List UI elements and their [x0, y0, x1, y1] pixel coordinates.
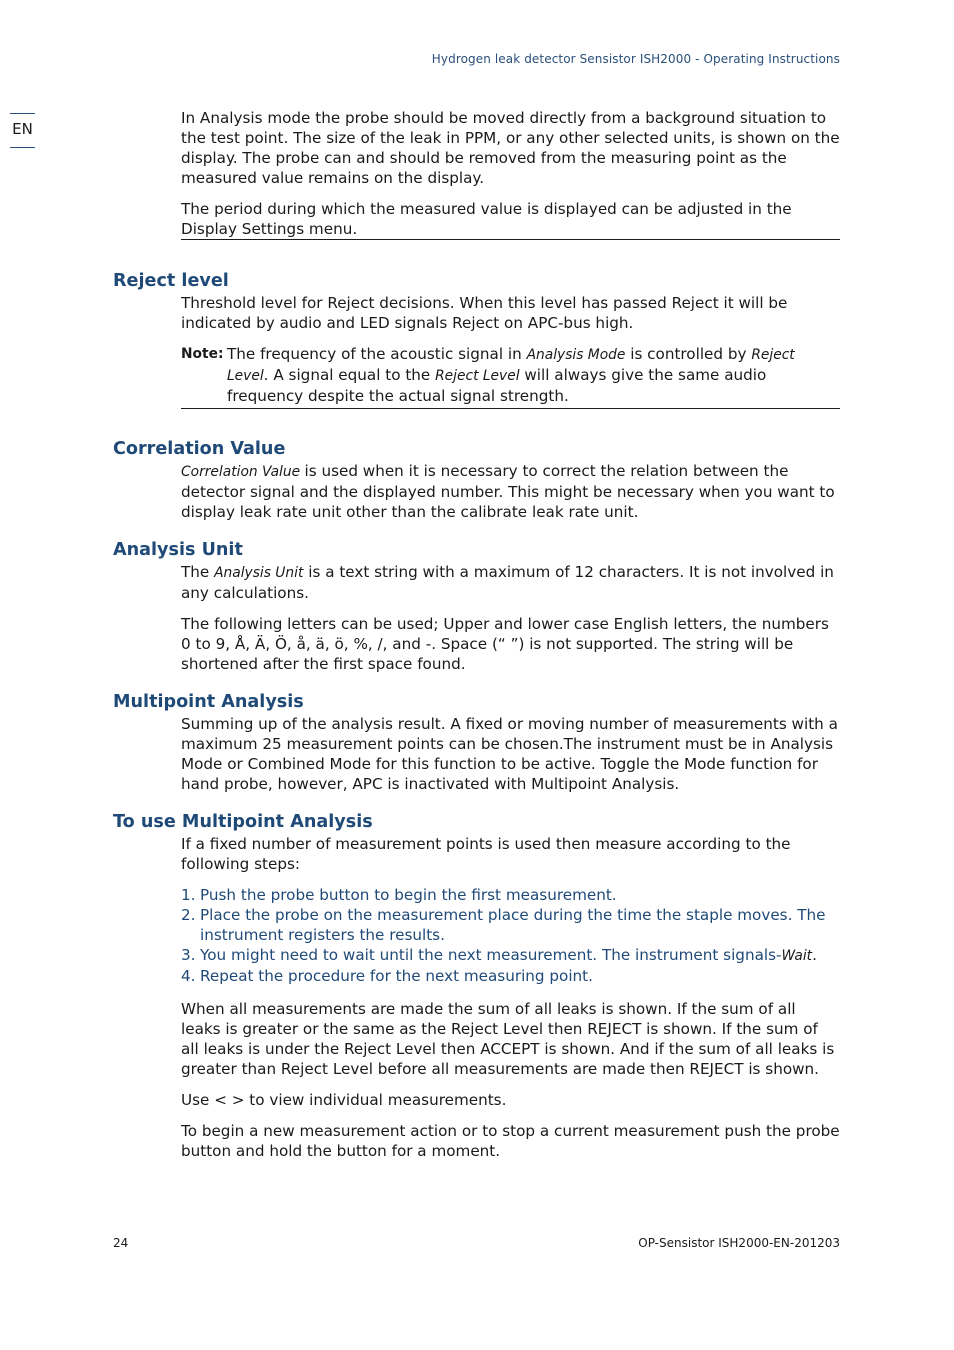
document-id: OP-Sensistor ISH2000-EN-201203	[638, 1236, 840, 1250]
page-number: 24	[113, 1236, 129, 1250]
analysis-unit-body: The Analysis Unit is a text string with a maximum of 12 characters. It is not involved in any calculations.	[181, 563, 834, 602]
section-heading-multipoint-analysis: Multipoint Analysis	[113, 692, 304, 712]
view-paragraph: Use < > to view individual measurements.	[181, 1091, 507, 1109]
note-box	[181, 344, 840, 409]
steps-list	[181, 885, 840, 986]
section-heading-use-multipoint: To use Multipoint Analysis	[113, 812, 373, 832]
reject-level-body: Threshold level for Reject decisions. When this level has passed Reject it will be indicated by audio and LED signals Reject on APC-bus high.	[181, 294, 788, 332]
section-heading-correlation-value: Correlation Value	[113, 439, 286, 459]
new-measurement-paragraph: To begin a new measurement action or to stop a current measurement push the probe button and hold the button for a moment.	[181, 1122, 840, 1160]
intro-paragraph: In Analysis mode the probe should be moved directly from a background situation to the test point. The size of the leak in PPM, or any other selected units, is shown on the display. The probe can and should be removed from the measuring point as the measured value remains on the display.	[181, 109, 840, 187]
multipoint-analysis-body: Summing up of the analysis result. A fixed or moving number of measurements with a maximum 25 measurement points can be chosen.The instrument must be in Analysis Mode or Combined Mode for this function to be active. Toggle the Mode function for hand probe, however, APC is inactivated with Multipoint Analysis.	[181, 715, 838, 793]
main-content	[113, 108, 840, 1161]
language-tab: EN	[10, 113, 35, 148]
running-header: Hydrogen leak detector Sensistor ISH2000 - Operating Instructions	[431, 52, 840, 66]
analysis-unit-allowed-chars: The following letters can be used; Upper and lower case English letters, the numbers 0 to 9, Å, Ä, Ö, å, ä, ö, %, /, and -. Space (“ ”) is not supported. The string will be shortened after the first space found.	[181, 615, 829, 673]
note-label: Note:	[181, 346, 224, 362]
sum-paragraph: When all measurements are made the sum of all leaks is shown. If the sum of all leaks is greater or the same as the Reject Level then REJECT is shown. If the sum of all leaks is under the Reject Level then ACCEPT is shown. And if the sum of all leaks is greater than Reject Level before all measurements are made then REJECT is shown.	[181, 1000, 835, 1078]
correlation-value-body: Correlation Value is used when it is necessary to correct the relation between the detector signal and the displayed number. This might be necessary when you want to display leak rate unit other than the calibrate leak rate unit.	[181, 462, 835, 521]
section-heading-analysis-unit: Analysis Unit	[113, 540, 243, 560]
use-multipoint-intro: If a fixed number of measurement points is used then measure according to the following steps:	[181, 835, 791, 873]
section-heading-reject-level: Reject level	[113, 271, 229, 291]
list-item: 1. Push the probe button to begin the first measurement.	[181, 886, 617, 904]
list-item: 4. Repeat the procedure for the next measuring point.	[181, 967, 593, 985]
intro-paragraph-2: The period during which the measured value is displayed can be adjusted in the Display Settings menu.	[181, 199, 840, 240]
list-item: 3. You might need to wait until the next measurement. The instrument signals-Wait.	[181, 946, 817, 964]
list-item: 2. Place the probe on the measurement place during the time the staple moves. The instrument registers the results.	[181, 906, 826, 944]
note-text: The frequency of the acoustic signal in Analysis Mode is controlled by Reject Level. A signal equal to the Reject Level will always give the same audio frequency despite the actual signal strength.	[227, 345, 795, 405]
